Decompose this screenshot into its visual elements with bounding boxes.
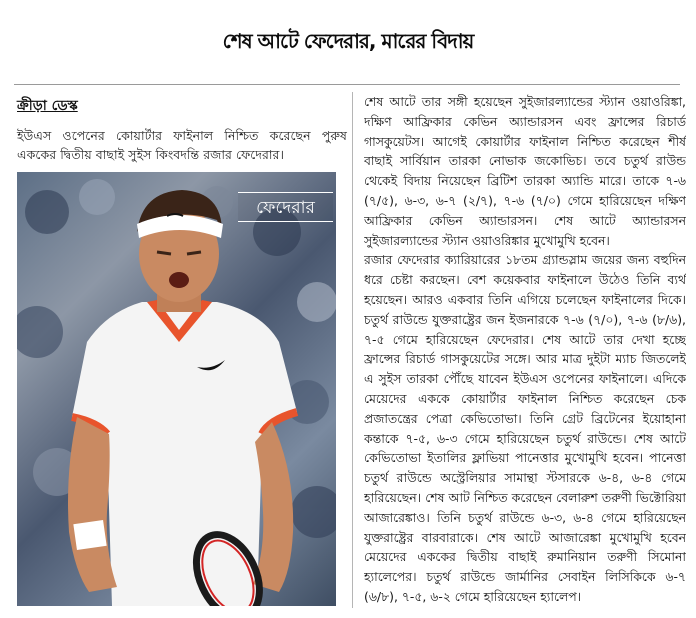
header-rule: [14, 84, 680, 85]
intro-text: ইউএস ওপেনের কোয়ার্টার ফাইনাল নিশ্চিত করেছেন পুরুষ এককের দ্বিতীয় বাছাই সুইস কিংবদন্তি রজার ফেদেরার।: [17, 128, 347, 162]
column-divider: [352, 92, 353, 608]
desk-byline: ক্রীড়া ডেস্ক: [17, 98, 78, 114]
federer-illustration: [17, 172, 336, 606]
federer-photo: [17, 172, 336, 606]
headline: শেষ আটে ফেদেরার, মারের বিদায়: [222, 29, 474, 53]
paragraph-2: রজার ফেদেরার ক্যারিয়ারের ১৮তম গ্র্যান্ডস্লাম জয়ের জন্য বহুদিন ধরে চেষ্টা করছেন। বেশ কয়েকবার ফাইনালে উঠেও তিনি ব্যর্থ হয়েছেন। আরও একবার তিনি এগিয়ে চলেছেন ফাইনালের দিকে। চতুর্থ রাউন্ডে যুক্তরাষ্ট্রের জন ইজনারকে ৭-৬ (৭/০), ৭-৬ (৮/৬), ৭-৫ গেমে হারিয়েছেন ফেদেরার। শেষ আটে তার দেখা হচ্ছে ফ্রান্সের রিচার্ড গাসকুয়েটের সঙ্গে। আর মাত্র দুইটা ম্যাচ জিতলেই এ সুইস তারকা পৌঁছে যাবেন ইউএস ওপেনের ফাইনালে। এদিকে মেয়েদের এককে কোয়ার্টার ফাইনাল নিশ্চিত করেছেন চেক প্রজাতন্ত্রের পেত্রা কেভিতোভা। তিনি গ্রেট ব্রিটেনের ইয়োহানা কন্তাকে ৭-৫, ৬-৩ গেমে হারিয়েছেন চতুর্থ রাউন্ডে। শেষ আটে কেভিতোভা ইতালির ফ্লাভিয়া পানেত্তার মুখোমুখি হবেন। পানেত্তা চতুর্থ রাউন্ডে অস্ট্রেলিয়ার সামান্থা স্টসারকে ৬-৪, ৬-৪ গেমে হারিয়েছেন। শেষ আট নিশ্চিত করেছেন বেলারুশ তরুণী ভিক্টোরিয়া আজারেঙ্কাও। তিনি চতুর্থ রাউন্ডে ৬-৩, ৬-৪ গেমে হারিয়েছেন যুক্তরাষ্ট্রের বারবারাকে। শেষ আটে আজারেঙ্কা মুখোমুখি হবেন মেয়েদের এককের দ্বিতীয় বাছাই রুমানিয়ান তরুণী সিমোনা হ্যালেপের। চতুর্থ রাউন্ডে জার্মানির সেবাইন লিসিকিকে ৬-৭ (৬/৮), ৭-৫, ৬-২ গেমে হারিয়েছেন হ্যালেপ।: [364, 252, 686, 604]
paragraph-1: শেষ আটে তার সঙ্গী হয়েছেন সুইজারল্যান্ডের স্ট্যান ওয়াওরিঙ্কা, দক্ষিণ আফ্রিকার কেভিন অ্যান্ডারসন এবং ফ্রান্সের রিচার্ড গাসকুয়েটস। আগেই কোয়ার্টার ফাইনাল নিশ্চিত করেছেন শীর্ষ বাছাই সার্বিয়ান তারকা নোভাক জকোভিচ। তবে চতুর্থ রাউন্ড থেকেই বিদায় নিয়েছেন ব্রিটিশ তারকা অ্যান্ডি মারে। তাকে ৭-৬ (৭/৫), ৬-৩, ৬-৭ (২/৭), ৭-৬ (৭/০) গেমে হারিয়েছেন দক্ষিণ আফ্রিকার কেভিন অ্যান্ডারসন। শেষ আটে অ্যান্ডারসন সুইজারল্যান্ডের স্ট্যান ওয়াওরিঙ্কার মুখোমুখি হবেন।: [364, 94, 686, 248]
article-body: [364, 92, 686, 612]
open-mouth: [169, 272, 189, 288]
photo-caption: ফেদেরার: [238, 192, 333, 222]
